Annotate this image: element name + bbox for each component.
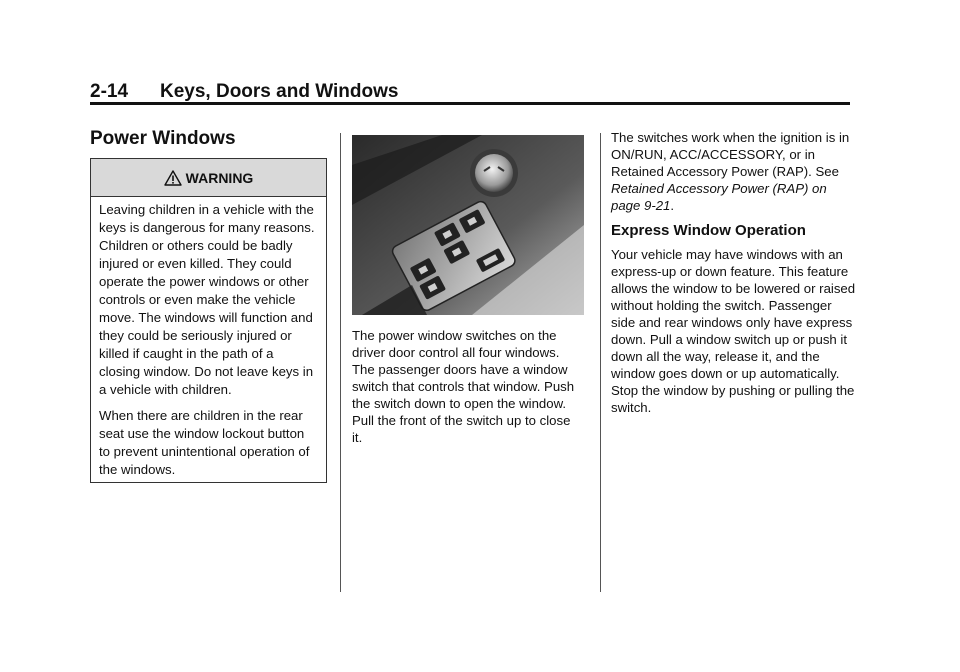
page-number: 2-14 — [90, 81, 129, 102]
window-switch-photo — [352, 135, 584, 315]
express-window-description: Your vehicle may have windows with an express-up or down feature. This feature allows the window to be lowered or raised without holding the switch. Passenger side and rear windows only have express down. Pull a window switch up or push it down all the way, release it, and the window goes down or up automatically. Stop the window by pushing or pulling the switch. — [611, 247, 856, 415]
warning-triangle-icon — [164, 170, 182, 186]
warning-label: WARNING — [185, 169, 254, 186]
rap-reference-link[interactable]: Retained Accessory Power (RAP) on page 9-21 — [611, 181, 827, 213]
section-title: Power Windows — [90, 128, 236, 149]
column-divider — [600, 133, 601, 592]
ignition-note-end: . — [670, 198, 675, 213]
page-header — [90, 80, 850, 104]
ignition-note-text: The switches work when the ignition is in ON/RUN, ACC/ACCESSORY, or in Retained Accessory Power (RAP). See — [611, 130, 850, 179]
warning-paragraph: Leaving children in a vehicle with the keys is dangerous for many reasons. Children or others could be badly injured or even killed. They could operate the power windows or other controls or even make the vehicle move. The windows will function and they could be seriously injured or killed if caught in the path of a closing window. Do not leave keys in a vehicle with children. — [99, 202, 315, 397]
chapter-title: Keys, Doors and Windows — [160, 81, 399, 102]
column-3 — [611, 129, 856, 416]
column-2 — [352, 135, 584, 446]
header-rule — [90, 102, 850, 105]
express-window-heading: Express Window Operation — [611, 222, 806, 239]
warning-paragraph: When there are children in the rear seat use the window lockout button to prevent unintentional operation of the windows. — [99, 408, 310, 477]
column-divider — [340, 133, 341, 592]
ignition-note — [611, 129, 856, 214]
warning-header — [91, 159, 326, 197]
switch-description: The power window switches on the driver door control all four windows. The passenger doors have a window switch that controls that window. Push the switch down to open the window. Pull the front of the switch up to close it. — [352, 328, 575, 445]
warning-body — [91, 197, 326, 479]
warning-box — [90, 158, 327, 483]
